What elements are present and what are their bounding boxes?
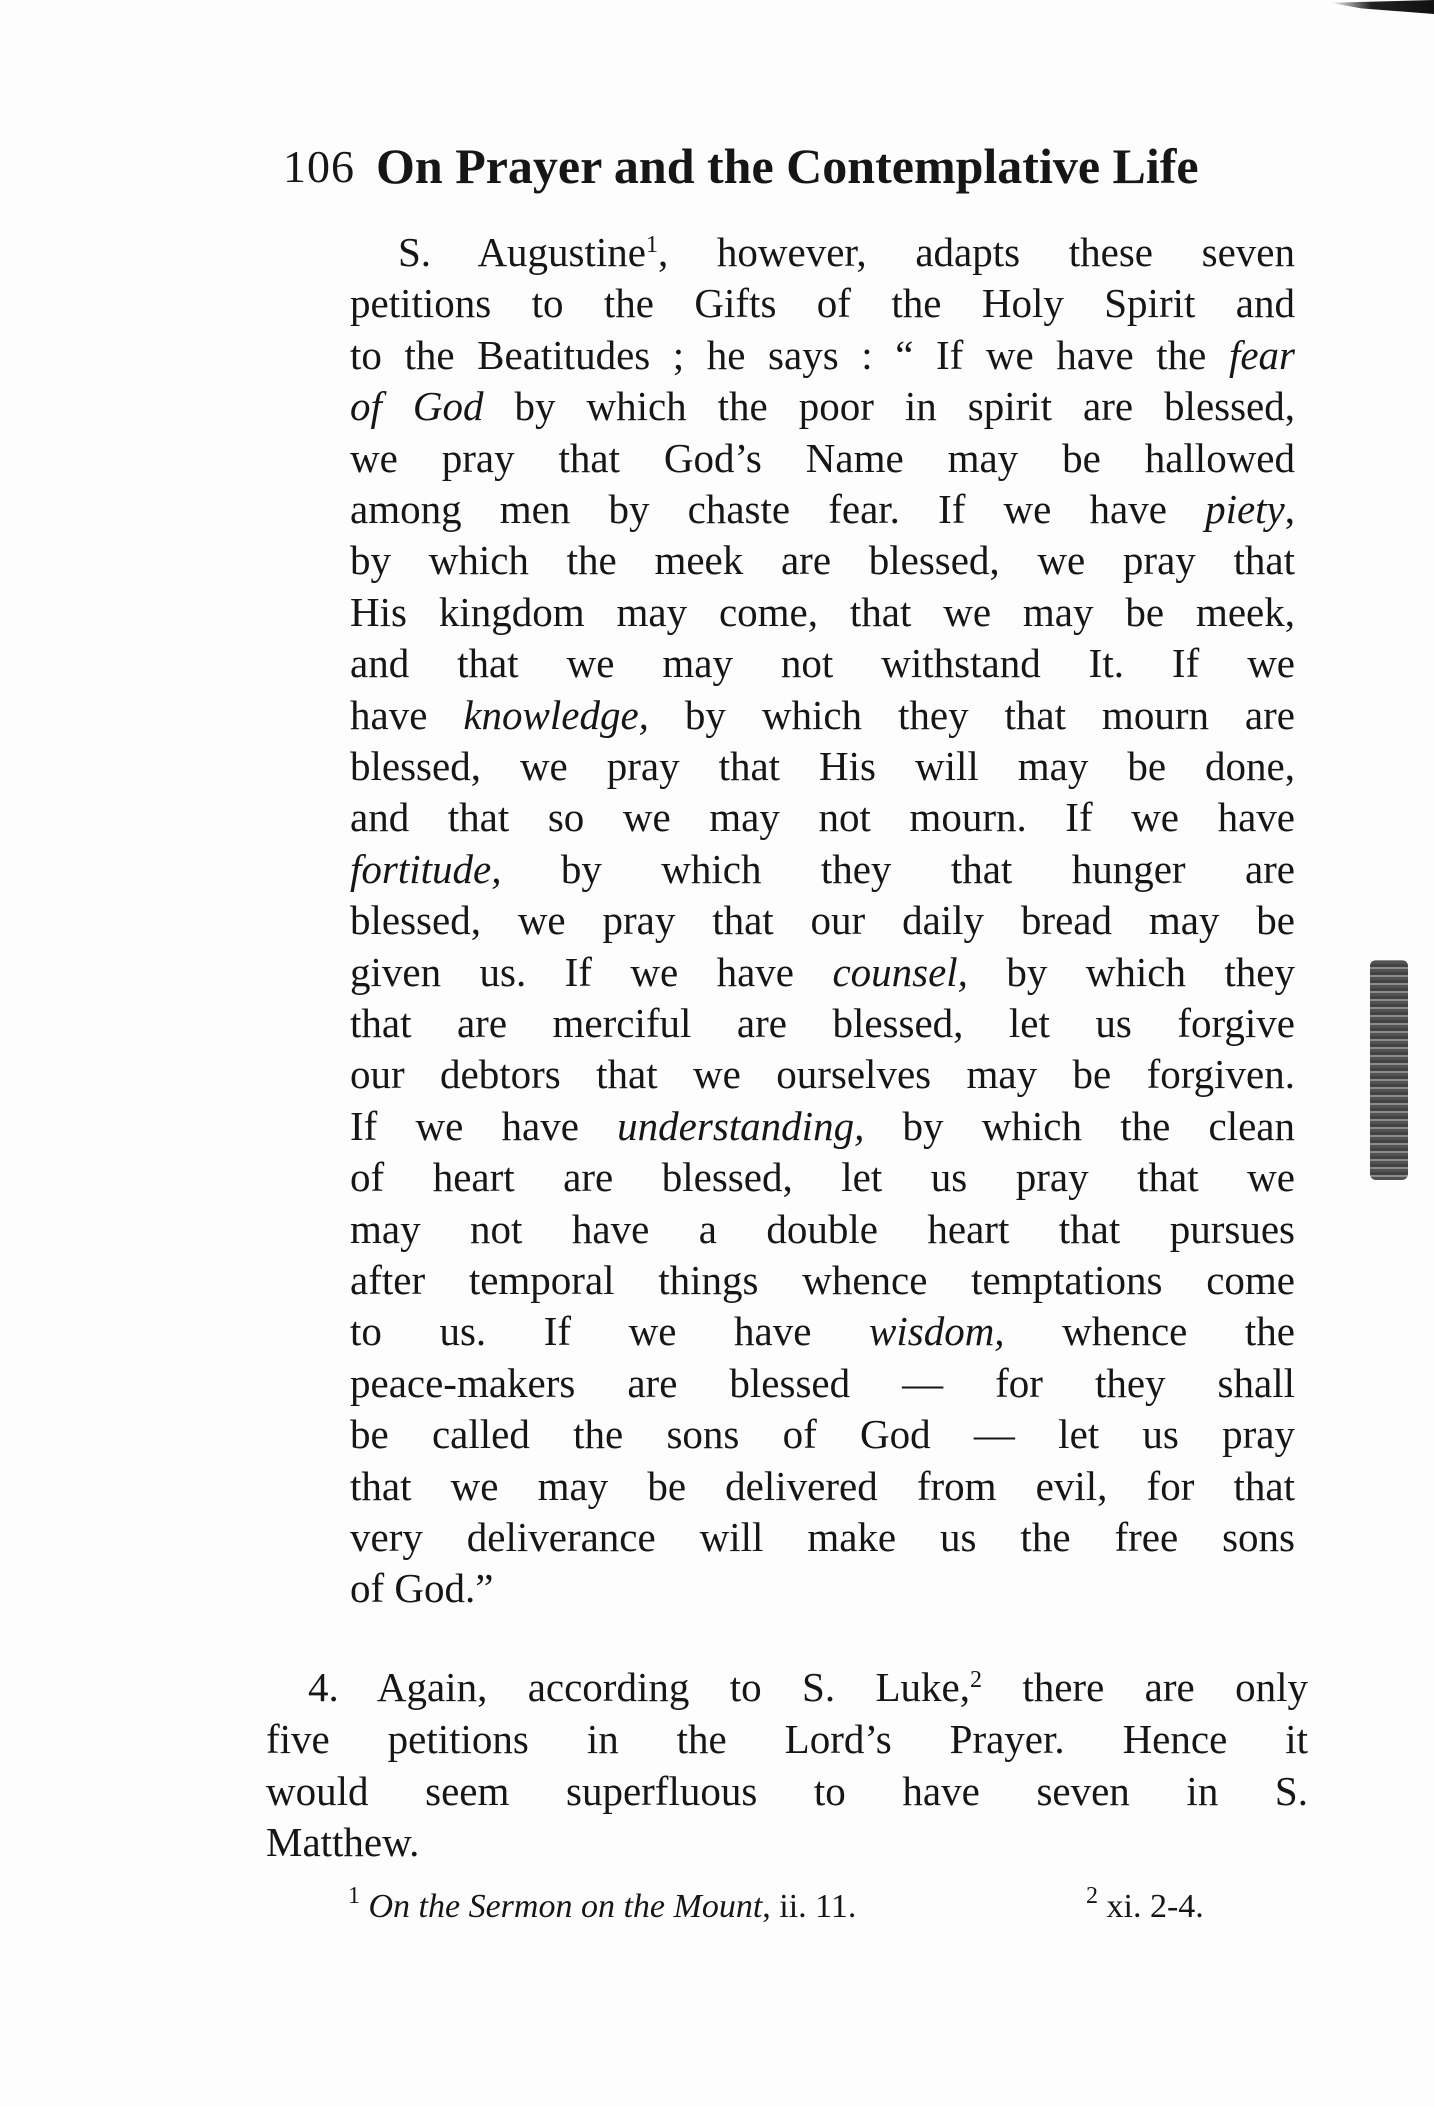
text-run: blessed, we pray that our daily bread may be	[350, 897, 1295, 944]
text-run: have	[350, 691, 464, 738]
italic-term: piety	[1205, 486, 1285, 532]
text-run: among men by chaste fear. If we have	[350, 486, 1206, 532]
text-line	[350, 689, 1295, 741]
text-run: would seem superfluous to have seven in S.	[266, 1767, 1308, 1814]
text-run: petitions to the Gifts of the Holy Spirit and	[350, 280, 1295, 327]
text-line	[350, 1460, 1295, 1512]
text-line	[266, 1661, 1308, 1713]
italic-term: of God	[350, 383, 484, 430]
text-run: by which the poor in spirit are blessed,	[483, 383, 1295, 430]
text-run: , however, adapts these seven	[658, 229, 1295, 275]
text-run: our debtors that we ourselves may be forgiven.	[350, 1051, 1295, 1098]
text-run: peace-makers are blessed — for they shall	[350, 1359, 1295, 1406]
text-line	[350, 791, 1295, 843]
text-run: whence the	[1004, 1308, 1296, 1355]
footnote-mark: 1	[348, 1883, 360, 1909]
text-run: and that so we may not mourn. If we have	[350, 794, 1295, 841]
text-run: we pray that God’s Name may be hallowed	[350, 434, 1295, 481]
page-number: 106	[283, 141, 355, 192]
text-line	[350, 1511, 1295, 1563]
text-line	[350, 586, 1295, 638]
text-run: by which they that hunger are	[501, 845, 1295, 892]
italic-term: fear	[1228, 331, 1295, 378]
text-run: very deliverance will make us the free sons	[350, 1514, 1295, 1560]
text-run: that we may be delivered from evil, for that	[350, 1462, 1295, 1509]
text-run: by which they that mourn are	[648, 691, 1295, 738]
italic-term: counsel,	[832, 948, 968, 995]
scan-artifact	[1330, 0, 1434, 14]
scan-artifact	[1370, 960, 1408, 1180]
text-run: and that we may not withstand It. If we	[350, 640, 1295, 687]
footnote-mark: 2	[1086, 1883, 1098, 1909]
italic-term: wisdom,	[869, 1308, 1005, 1355]
footnote-ref: xi. 2-4.	[1098, 1888, 1204, 1925]
italic-term: knowledge,	[463, 691, 649, 738]
text-line	[350, 894, 1295, 946]
text-line	[350, 380, 1295, 432]
text-run: to the Beatitudes ; he says : “ If we have the	[350, 331, 1229, 378]
text-line	[350, 226, 1295, 278]
text-run: blessed, we pray that His will may be done,	[350, 743, 1295, 789]
footnote-ref: , ii. 11.	[762, 1888, 857, 1925]
text-line	[350, 997, 1295, 1049]
footnote-2	[1086, 1883, 1204, 1926]
text-line	[350, 329, 1295, 381]
text-line	[350, 1305, 1295, 1357]
text-line	[350, 1408, 1295, 1460]
text-run: His kingdom may come, that we may be meek,	[350, 588, 1295, 635]
italic-term: fortitude,	[350, 845, 502, 892]
text-run: If we have	[350, 1102, 618, 1149]
text-line	[350, 534, 1295, 586]
text-line	[350, 637, 1295, 689]
footnote-reference: 2	[969, 1667, 982, 1693]
text-run: to us. If we have	[350, 1308, 869, 1355]
text-line	[350, 1203, 1295, 1255]
text-line	[350, 1100, 1295, 1152]
footnote-1	[348, 1883, 857, 1926]
text-line	[350, 1151, 1295, 1203]
text-run: Matthew.	[266, 1819, 420, 1866]
text-run: given us. If we have	[350, 948, 833, 995]
text-run: of God.”	[350, 1565, 494, 1612]
italic-term: understanding,	[617, 1102, 865, 1149]
text-run: of heart are blessed, let us pray that we	[350, 1154, 1295, 1201]
text-line	[350, 1254, 1295, 1306]
text-line	[350, 1048, 1295, 1100]
text-run: there are only	[981, 1664, 1308, 1710]
text-run: after temporal things whence temptations come	[350, 1257, 1295, 1303]
text-line	[350, 946, 1295, 998]
footnote-reference: 1	[646, 232, 658, 258]
text-run: be called the sons of God — let us pray	[350, 1411, 1295, 1458]
text-run: 4. Again, according to S. Luke,	[308, 1664, 970, 1710]
text-line	[266, 1816, 1308, 1868]
text-run: that are merciful are blessed, let us forgive	[350, 1000, 1295, 1046]
text-line	[266, 1765, 1308, 1817]
running-title: On Prayer and the Contemplative Life	[376, 138, 1199, 194]
text-line	[350, 1357, 1295, 1409]
text-line	[350, 277, 1295, 329]
text-run: five petitions in the Lord’s Prayer. Hence it	[266, 1715, 1308, 1762]
text-line	[266, 1713, 1308, 1765]
text-line	[350, 740, 1295, 792]
text-run: by which the clean	[864, 1102, 1295, 1149]
text-line	[350, 1562, 1295, 1614]
footnote-title: On the Sermon on the Mount	[368, 1888, 763, 1925]
text-run: by which they	[967, 948, 1295, 995]
text-run: may not have a double heart that pursues	[350, 1205, 1295, 1252]
text-run: by which the meek are blessed, we pray that	[350, 537, 1295, 584]
text-run: ,	[1284, 486, 1295, 532]
text-line	[350, 843, 1295, 895]
text-run: S. Augustine	[398, 229, 646, 275]
text-line	[350, 432, 1295, 484]
text-line	[350, 483, 1295, 535]
